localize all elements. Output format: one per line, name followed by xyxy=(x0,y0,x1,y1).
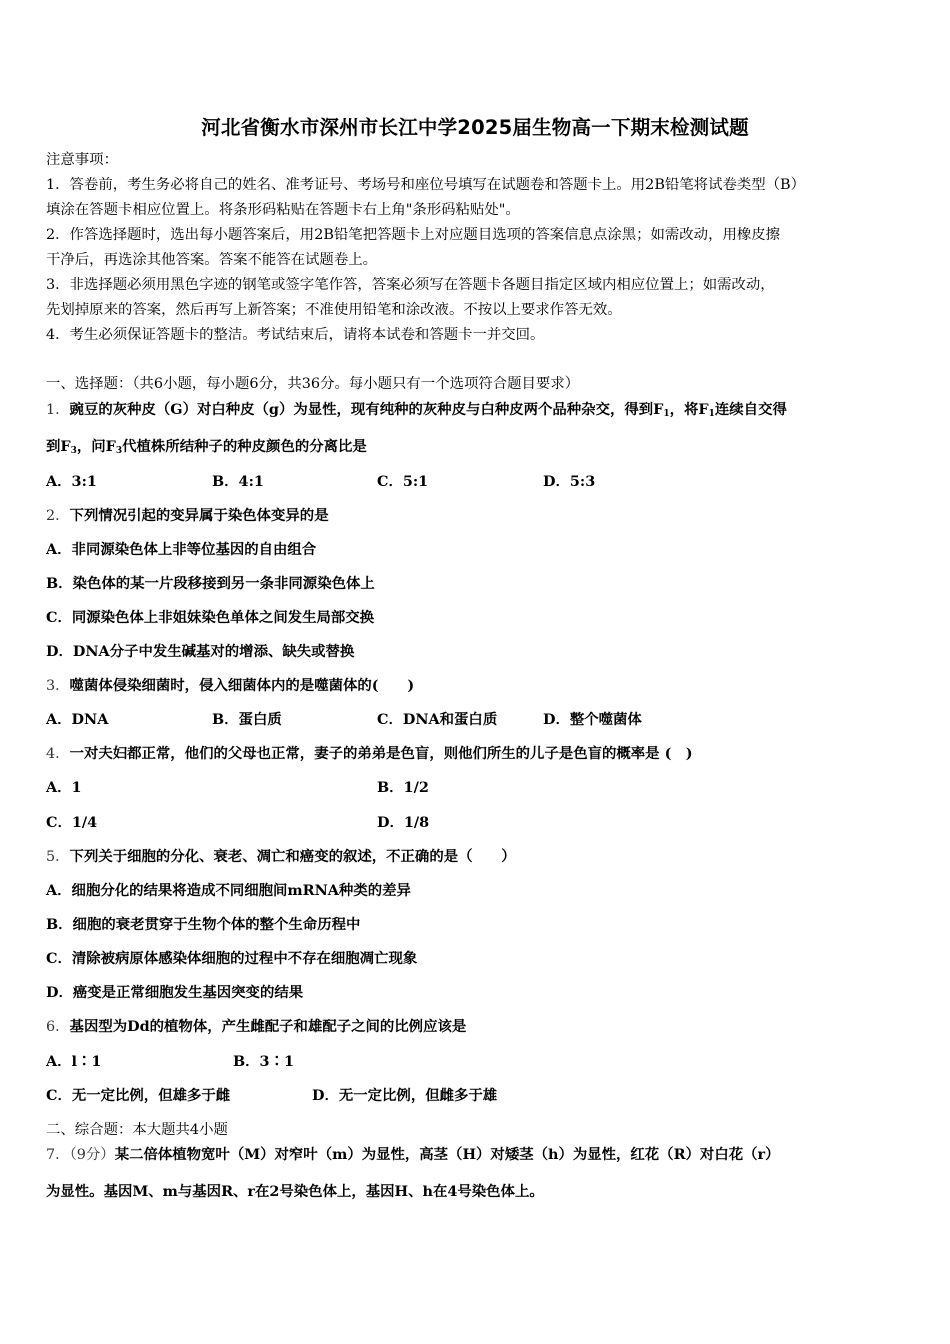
subscript: 1 xyxy=(663,409,670,419)
question-text: 为显性。基因M、m与基因R、r在2号染色体上，基因H、h在4号染色体上。 xyxy=(46,1183,544,1200)
notice-line: 先划掉原来的答案，然后再写上新答案；不准使用铅笔和涂改液。不按以上要求作答无效。 xyxy=(46,302,622,318)
question-number: 6． xyxy=(46,1019,70,1035)
notice-line: 4．考生必须保证答题卡的整洁。考试结束后，请将本试卷和答题卡一并交回。 xyxy=(46,327,545,343)
option-d[interactable]: D．5:3 xyxy=(543,473,596,490)
question-number: 2． xyxy=(46,508,70,524)
option-a[interactable]: A．细胞分化的结果将造成不同细胞间mRNA种类的差异 xyxy=(46,882,411,899)
option-a[interactable]: A．DNA xyxy=(46,711,109,728)
question-number: 7． xyxy=(46,1147,70,1163)
question-text: 代植株所结种子的种皮颜色的分离比是 xyxy=(122,438,367,455)
option-c[interactable]: C．无一定比例，但雄多于雌 xyxy=(46,1087,231,1104)
option-b[interactable]: B．1/2 xyxy=(377,779,429,796)
subscript: 1 xyxy=(708,409,715,419)
notice-line: 2．作答选择题时，选出每小题答案后，用2B铅笔把答题卡上对应题目选项的答案信息点涂黑；如需改动，用橡皮擦 xyxy=(46,227,781,243)
question-text: ，问F xyxy=(76,438,116,455)
question-text: 到F xyxy=(46,438,71,455)
notice-heading: 注意事项： xyxy=(46,152,118,168)
question-number: 5． xyxy=(46,849,70,865)
option-b[interactable]: B．3∶1 xyxy=(233,1053,294,1070)
option-c[interactable]: C．DNA和蛋白质 xyxy=(377,711,498,728)
question-4 xyxy=(46,744,693,764)
option-b[interactable]: B．蛋白质 xyxy=(212,711,282,728)
subscript: 3 xyxy=(70,446,77,456)
option-c[interactable]: C．5:1 xyxy=(377,473,429,490)
notice-line: 填涂在答题卡相应位置上。将条形码粘贴在答题卡右上角"条形码粘贴处"。 xyxy=(46,202,520,218)
option-d[interactable]: D．无一定比例，但雌多于雄 xyxy=(312,1087,498,1104)
option-a[interactable]: A．1 xyxy=(46,779,82,796)
question-text: 豌豆的灰种皮（G）对白种皮（g）为显性，现有纯种的灰种皮与白种皮两个品种杂交，得到F xyxy=(69,401,664,418)
question-score: （9分） xyxy=(69,1147,115,1163)
option-b[interactable]: B．细胞的衰老贯穿于生物个体的整个生命历程中 xyxy=(46,916,361,933)
subscript: 3 xyxy=(115,446,123,456)
question-1 xyxy=(46,400,787,424)
question-text: 下列情况引起的变异属于染色体变异的是 xyxy=(69,507,329,524)
question-7 xyxy=(46,1145,779,1165)
option-c[interactable]: C．同源染色体上非姐妹染色单体之间发生局部交换 xyxy=(46,609,375,626)
option-b[interactable]: B．4:1 xyxy=(212,473,264,490)
option-d[interactable]: D．整个噬菌体 xyxy=(543,711,642,728)
question-number: 4． xyxy=(46,746,70,762)
notice-line: 干净后，再选涂其他答案。答案不能答在试题卷上。 xyxy=(46,252,377,268)
option-b[interactable]: B．染色体的某一片段移接到另一条非同源染色体上 xyxy=(46,575,375,592)
question-text: 下列关于细胞的分化、衰老、凋亡和癌变的叙述，不正确的是（ ） xyxy=(69,848,516,865)
option-a[interactable]: A．3:1 xyxy=(46,473,97,490)
option-d[interactable]: D．1/8 xyxy=(377,814,430,831)
option-c[interactable]: C．清除被病原体感染体细胞的过程中不存在细胞凋亡现象 xyxy=(46,950,418,967)
question-text: 连续自交得 xyxy=(714,401,787,418)
question-1-cont xyxy=(46,437,367,461)
option-a[interactable]: A．l∶1 xyxy=(46,1053,102,1070)
section-heading: 一、选择题：（共6小题，每小题6分，共36分。每小题只有一个选项符合题目要求） xyxy=(46,376,580,392)
notice-line: 1．答卷前，考生务必将自己的姓名、准考证号、考场号和座位号填写在试题卷和答题卡上。用2B铅笔将试卷类型（B） xyxy=(46,177,805,193)
question-number: 1． xyxy=(46,402,70,418)
question-6 xyxy=(46,1017,466,1037)
question-text: ，将F xyxy=(669,401,709,418)
question-text: 某二倍体植物宽叶（M）对窄叶（m）为显性，高茎（H）对矮茎（h）为显性，红花（R）对白花（r） xyxy=(114,1146,780,1163)
question-7-cont xyxy=(46,1182,544,1202)
question-number: 3． xyxy=(46,678,70,694)
notice-line: 3．非选择题必须用黑色字迹的钢笔或签字笔作答，答案必须写在答题卡各题目指定区域内相应位置上；如需改动， xyxy=(46,277,775,293)
question-text: 噬菌体侵染细菌时，侵入细菌体内的是噬菌体的( ) xyxy=(69,677,415,694)
question-5 xyxy=(46,847,516,867)
question-text: 一对夫妇都正常，他们的父母也正常，妻子的弟弟是色盲，则他们所生的儿子是色盲的概率是 ( ) xyxy=(69,745,693,762)
page-title: 河北省衡水市深州市长江中学2025届生物高一下期末检测试题 xyxy=(201,116,749,139)
section-heading: 二、综合题：本大题共4小题 xyxy=(46,1122,228,1138)
option-c[interactable]: C．1/4 xyxy=(46,814,98,831)
question-text: 基因型为Dd的植物体，产生雌配子和雄配子之间的比例应该是 xyxy=(69,1018,467,1035)
option-a[interactable]: A．非同源染色体上非等位基因的自由组合 xyxy=(46,541,317,558)
question-3 xyxy=(46,676,414,696)
option-d[interactable]: D．癌变是正常细胞发生基因突变的结果 xyxy=(46,984,304,1001)
option-d[interactable]: D．DNA分子中发生碱基对的增添、缺失或替换 xyxy=(46,643,355,660)
question-2 xyxy=(46,506,329,526)
